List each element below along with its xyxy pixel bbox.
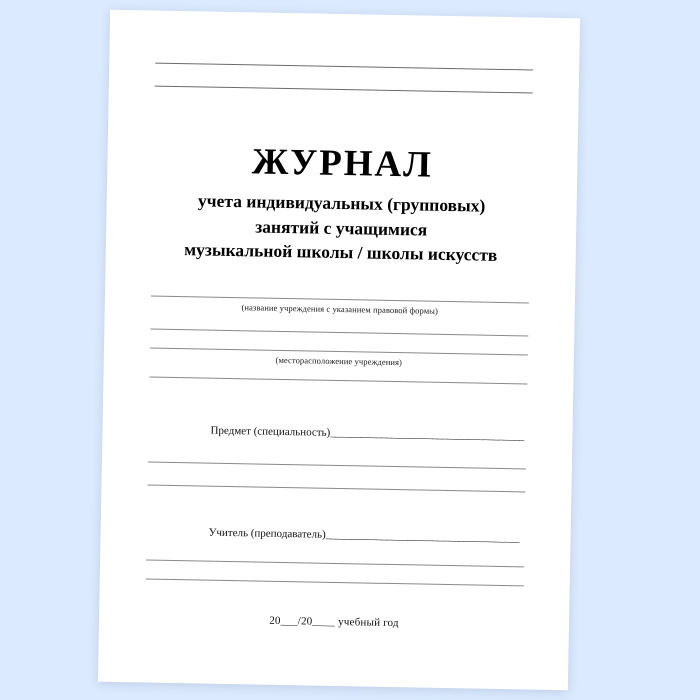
institution-caption: (название учреждения с указанием правовой формы) <box>241 302 439 317</box>
academic-year-line[interactable]: 20___/20____ учебный год <box>269 614 399 630</box>
teacher-field-label: Учитель (преподаватель) <box>208 526 326 542</box>
location-caption: (месторасположение учреждения) <box>275 355 403 368</box>
spacer <box>149 378 528 431</box>
document-body <box>98 10 580 690</box>
document-subtitle-line-1: учета индивидуальных (групповых) <box>197 190 486 216</box>
title-block <box>152 141 532 269</box>
document-subtitle-line-3: музыкальной школы / школы искусств <box>184 239 498 266</box>
subject-field-label: Предмет (специальность) <box>210 424 331 440</box>
spacer <box>147 486 526 533</box>
spacer <box>144 624 522 661</box>
subject-field-blank[interactable]: ______________________________________ <box>330 427 525 443</box>
document-sheet <box>98 10 580 690</box>
document-subtitle-line-2: занятий с учащимися <box>255 215 428 240</box>
document-title: ЖУРНАЛ <box>251 141 434 186</box>
teacher-field-blank[interactable]: ______________________________________ <box>325 529 520 545</box>
